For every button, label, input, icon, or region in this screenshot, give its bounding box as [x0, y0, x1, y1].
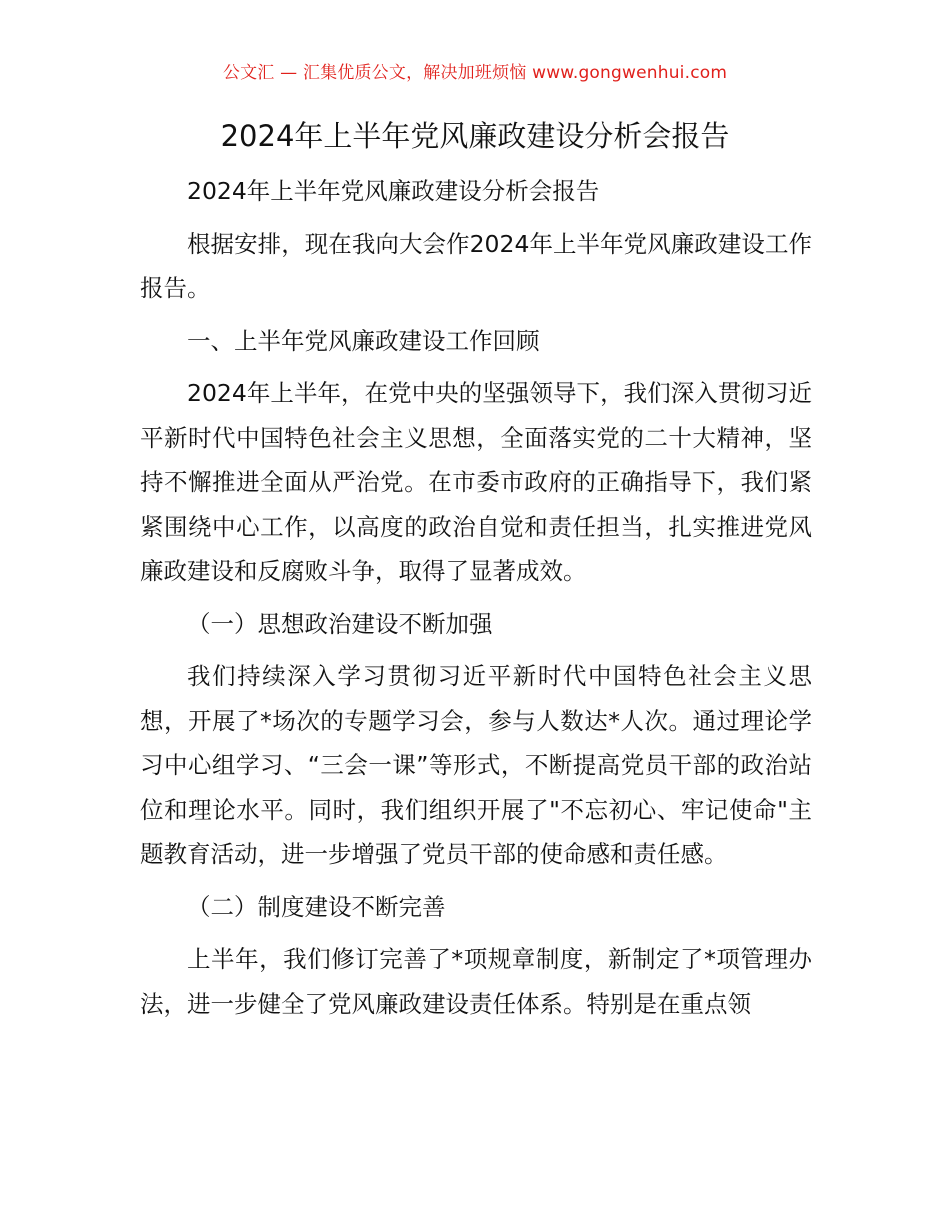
- document-title: 2024年上半年党风廉政建设分析会报告: [220, 119, 730, 153]
- intro-paragraph: 根据安排，现在我向大会作2024年上半年党风廉政建设工作报告。: [140, 229, 812, 302]
- subsection-heading: （一）思想政治建设不断加强: [187, 609, 493, 638]
- document-body: [140, 169, 812, 1034]
- body-paragraph: 上半年，我们修订完善了*项规章制度，新制定了*项管理办法，进一步健全了党风廉政建设责任体系。特别是在重点领: [140, 945, 812, 1018]
- subtitle-paragraph: 2024年上半年党风廉政建设分析会报告: [187, 177, 600, 205]
- subsection-heading: （二）制度建设不断完善: [187, 892, 446, 921]
- body-paragraph: 2024年上半年，在党中央的坚强领导下，我们深入贯彻习近平新时代中国特色社会主义思想，全面落实党的二十大精神，坚持不懈推进全面从严治党。在市委市政府的正确指导下，我们紧紧围绕中心工作，以高度的政治自觉和责任担当，扎实推进党风廉政建设和反腐败斗争，取得了显著成效。: [140, 379, 812, 585]
- body-paragraph: 我们持续深入学习贯彻习近平新时代中国特色社会主义思想，开展了*场次的专题学习会，参与人数达*人次。通过理论学习中心组学习、“三会一课”等形式，不断提高党员干部的政治站位和理论水平。同时，我们组织开展了"不忘初心、牢记使命"主题教育活动，进一步增强了党员干部的使命感和责任感。: [140, 662, 812, 868]
- section-heading: 一、上半年党风廉政建设工作回顾: [187, 326, 540, 355]
- header-banner[interactable]: 公文汇 — 汇集优质公文，解决加班烦恼 www.gongwenhui.com: [222, 63, 728, 83]
